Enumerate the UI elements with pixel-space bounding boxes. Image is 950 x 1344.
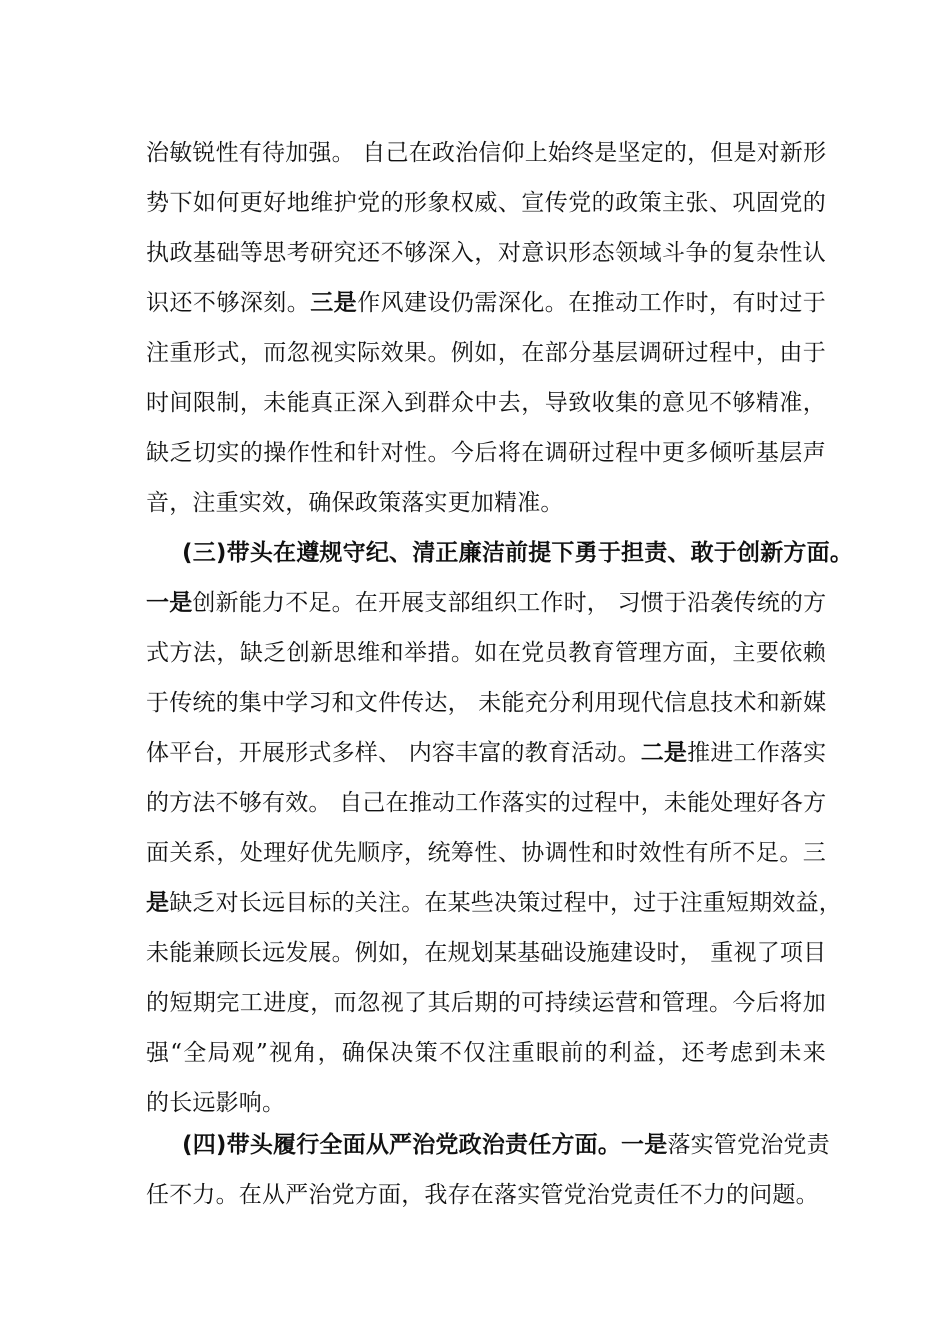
bold-marker: 一是 (146, 590, 193, 616)
text-line: 势下如何更好地维护党的形象权威、宣传党的政策主张、巩固党的 (146, 190, 826, 216)
text-line: 执政基础等思考研究还不够深入，对意识形态领域斗争的复杂性认 (146, 240, 826, 266)
text-run: 落实管党治党责 (667, 1132, 830, 1158)
text-line: 音，注重实效，确保政策落实更加精准。 (146, 490, 564, 516)
text-line: 治敏锐性有待加强。 自己在政治信仰上始终是坚定的，但是对新形 (146, 140, 827, 166)
bold-marker: 三是 (310, 290, 358, 316)
bold-marker: 是 (146, 890, 170, 916)
section-four-paragraph (146, 1120, 830, 1220)
text-run: 作风建设仍需深化。在推动工作时，有时过于 (357, 290, 827, 316)
section-three-paragraph (146, 528, 854, 1128)
text-line (146, 278, 826, 328)
text-line: 强“全局观”视角，确保决策不仅注重眼前的利益，还考虑到未来 (146, 1040, 826, 1066)
text-line (146, 578, 826, 628)
text-line: 缺乏切实的操作性和针对性。今后将在调研过程中更多倾听基层声 (146, 440, 826, 466)
paragraph-continuation (146, 128, 826, 528)
bold-marker: 二是 (640, 740, 688, 766)
text-line: 面关系，处理好优先顺序，统筹性、协调性和时效性有所不足。三 (146, 840, 826, 866)
text-line: 任不力。在从严治党方面，我存在落实管党治党责任不力的问题。 (146, 1182, 819, 1208)
text-run: 缺乏对长远目标的关注。在某些决策过程中，过于注重短期效益， (169, 890, 843, 916)
text-line (146, 728, 826, 778)
text-line: 时间限制，未能真正深入到群众中去，导致收集的意见不够精准， (146, 390, 826, 416)
text-line: 未能兼顾长远发展。例如，在规划某基础设施建设时， 重视了项目 (146, 940, 827, 966)
text-line: 的短期完工进度，而忽视了其后期的可持续运营和管理。今后将加 (146, 990, 826, 1016)
text-line: 式方法，缺乏创新思维和举措。如在党员教育管理方面，主要依赖 (146, 640, 826, 666)
text-line: 的方法不够有效。 自己在推动工作落实的过程中，未能处理好各方 (146, 790, 827, 816)
bold-marker: 一是 (621, 1132, 668, 1158)
text-run: 创新能力不足。在开展支部组织工作时， 习惯于沿袭传统的方 (192, 590, 827, 616)
section-heading (146, 528, 854, 578)
text-run: 识还不够深刻。 (146, 290, 311, 316)
section-three-heading: (三)带头在遵规守纪、清正廉洁前提下勇于担责、敢于创新方面。 (182, 540, 854, 566)
text-line (146, 878, 843, 928)
text-line: 的长远影响。 (146, 1090, 286, 1116)
text-line (146, 1120, 830, 1170)
section-four-heading: (四)带头履行全面从严治党政治责任方面。 (182, 1132, 622, 1158)
text-line: 注重形式，而忽视实际效果。例如，在部分基层调研过程中，由于 (146, 340, 826, 366)
text-run: 体平台，开展形式多样、 内容丰富的教育活动。 (146, 740, 641, 766)
text-run: 推进工作落实 (687, 740, 827, 766)
text-line: 于传统的集中学习和文件传达， 未能充分利用现代信息技术和新媒 (146, 690, 827, 716)
